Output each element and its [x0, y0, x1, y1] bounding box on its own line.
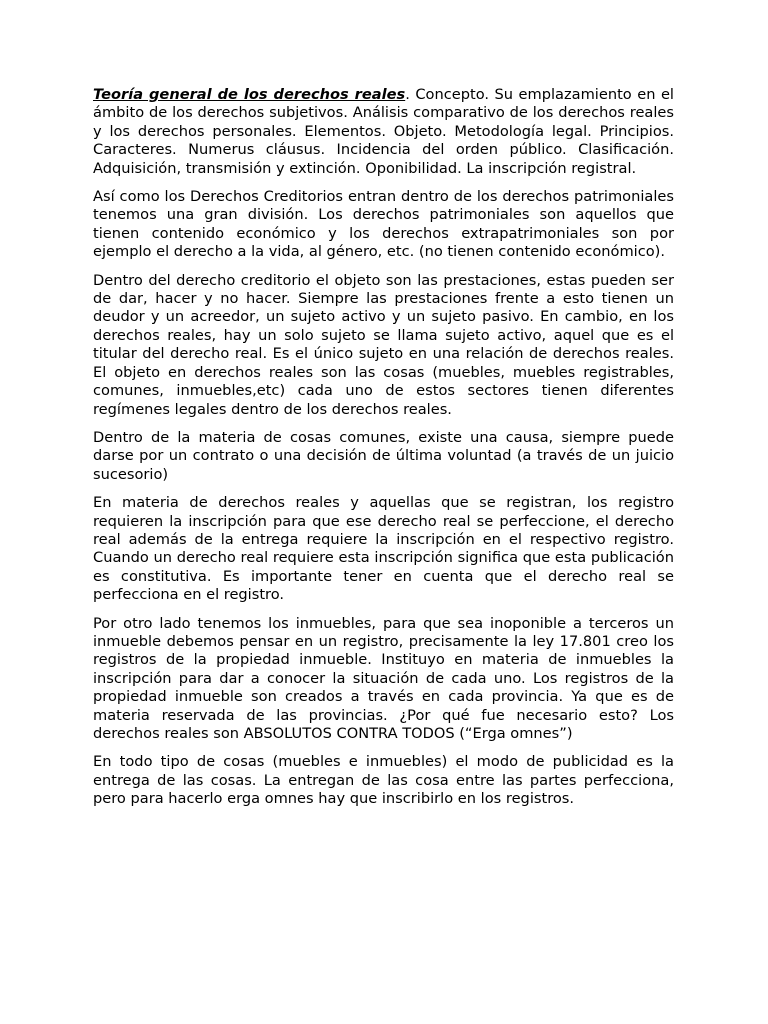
intro-paragraph — [93, 86, 674, 178]
intro-text: Concepto. Su emplazamiento en el ámbito de los derechos subjetivos. Análisis comparativo de los derechos reales y los derechos personales. Elementos. Objeto. Metodología legal. Principios. Caracteres. Numerus cláusus. Incidencia del orden público. Clasificación. Adquisición, transmisión y extinción. Oponibilidad. La inscripción registral. — [93, 86, 674, 177]
paragraph-cosas-comunes: Dentro de la materia de cosas comunes, existe una causa, siempre puede darse por un contrato o una decisión de última voluntad (a través de un juicio sucesorio) — [93, 428, 674, 483]
title-period: . — [405, 86, 410, 103]
paragraph-publicidad: En todo tipo de cosas (muebles e inmuebles) el modo de publicidad es la entrega de las cosas. La entregan de las cosa entre las partes perfecciona, pero para hacerlo erga omnes hay que inscribirlo en los registros. — [93, 753, 674, 808]
document-title: Teoría general de los derechos reales — [93, 86, 406, 103]
paragraph-inmuebles: Por otro lado tenemos los inmuebles, para que sea inoponible a terceros un inmueble debemos pensar en un registro, precisamente la ley 17.801 creo los registros de la propiedad inmueble. Instituyo en materia de inmuebles la inscripción para dar a conocer la situación de cada uno. Los registros de la propiedad inmueble son creados a través en cada provincia. Ya que es de materia reservada de las provincias. ¿Por qué fue necesario esto? Los derechos reales son ABSOLUTOS CONTRA TODOS (“Erga omnes”) — [93, 614, 674, 742]
paragraph-derecho-creditorio: Dentro del derecho creditorio el objeto son las prestaciones, estas pueden ser de dar, hacer y no hacer. Siempre las prestaciones frente a esto tienen un deudor y un acreedor, un sujeto activo y un sujeto pasivo. En cambio, en los derechos reales, hay un solo sujeto se llama sujeto activo, aquel que es el titular del derecho real. Es el único sujeto en una relación de derechos reales. El objeto en derechos reales son las cosas (muebles, muebles registrables, comunes, inmuebles,etc) cada uno de estos sectores tienen diferentes regímenes legales dentro de los derechos reales. — [93, 271, 674, 418]
paragraph-derechos-patrimoniales: Así como los Derechos Creditorios entran dentro de los derechos patrimoniales tenemos una gran división. Los derechos patrimoniales son aquellos que tienen contenido económico y los derechos extrapatrimoniales son por ejemplo el derecho a la vida, al género, etc. (no tienen contenido económico). — [93, 188, 674, 261]
paragraph-inscripcion-registral: En materia de derechos reales y aquellas que se registran, los registro requieren la inscripción para que ese derecho real se perfeccione, el derecho real además de la entrega requiere la inscripción en el respectivo registro. Cuando un derecho real requiere esta inscripción significa que esta publicación es constitutiva. Es importante tener en cuenta que el derecho real se perfecciona en el registro. — [93, 494, 674, 604]
